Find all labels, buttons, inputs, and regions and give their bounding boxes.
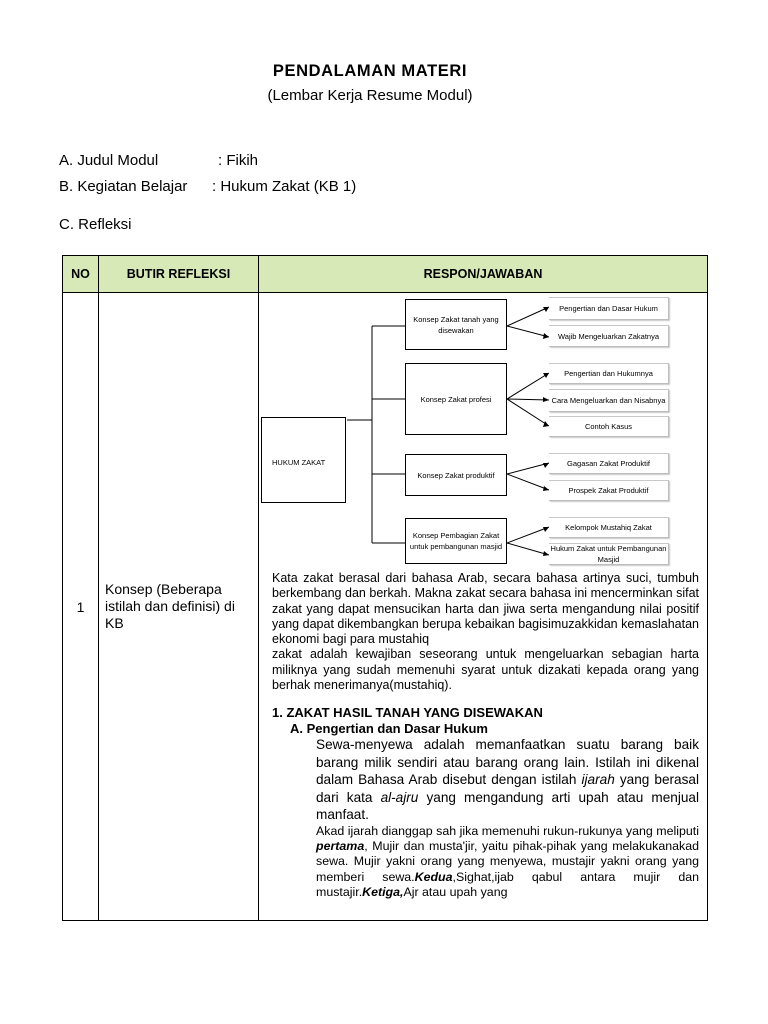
concept-node-tanah-disewakan: Konsep Zakat tanah yang disewakan — [405, 299, 507, 350]
leaf-cara-mengeluarkan: Cara Mengeluarkan dan Nisabnya — [549, 389, 669, 412]
text-segment: Ajr atau upah yang — [403, 884, 508, 899]
concept-node-pembagian-masjid: Konsep Pembagian Zakat untuk pembangunan masjid — [405, 518, 507, 564]
respon-text — [259, 565, 707, 900]
table-header-row — [63, 256, 708, 293]
text-segment: , Mujir dan musta'jir, yaitu pihak-pihak yang melakukanakad sewa. Mujir yakni orang yang menyewa, mustajir yakni orang yang memberi sewa. — [316, 839, 699, 884]
section-heading-1: 1. ZAKAT HASIL TANAH YANG DISEWAKAN — [272, 705, 543, 721]
intro-paragraph-1: Kata zakat berasal dari bahasa Arab, secara bahasa artinya suci, tumbuh berkembang dan berkah. Makna zakat secara bahasa ini mencerminkan sifat zakat yang dapat mensucikan harta dan jiwa serta mengandung nilai positif yang dapat dikembangkan berupa kebaikan bagisimuzakkidan kemaslahatan ekonomi bagi para mustahiq — [272, 571, 699, 647]
kegiatan-belajar-value: : Hukum Zakat (KB 1) — [212, 178, 357, 195]
leaf-hukum-zakat-masjid: Hukum Zakat untuk Pembangunan Masjid — [549, 543, 669, 565]
concept-node-profesi: Konsep Zakat profesi — [405, 363, 507, 435]
text-segment: Akad ijarah dianggap sah jika memenuhi rukun-rukunya yang meliputi — [316, 823, 699, 838]
header-respon-jawaban: RESPON/JAWABAN — [259, 256, 708, 293]
leaf-prospek-zakat-produktif: Prospek Zakat Produktif — [549, 480, 669, 501]
kegiatan-belajar-line — [59, 178, 357, 195]
page-subtitle: (Lembar Kerja Resume Modul) — [267, 87, 473, 104]
page-title: PENDALAMAN MATERI — [272, 62, 468, 80]
text-segment: yang mengandung arti upah atau menjual manfaat. — [316, 789, 700, 823]
row-number: 1 — [63, 293, 99, 921]
sewa-menyewa-paragraph — [272, 736, 699, 824]
leaf-contoh-kasus: Contoh Kasus — [549, 416, 669, 437]
leaf-pengertian-hukumnya: Pengertian dan Hukumnya — [549, 363, 669, 384]
term-ijarah: ijarah — [581, 772, 615, 788]
concept-node-produktif: Konsep Zakat produktif — [405, 454, 507, 496]
leaf-wajib-mengeluarkan: Wajib Mengeluarkan Zakatnya — [549, 325, 669, 347]
judul-modul-value: : Fikih — [218, 152, 259, 169]
refleksi-table — [62, 255, 708, 921]
kegiatan-belajar-label: B. Kegiatan Belajar — [59, 178, 188, 195]
akad-ijarah-paragraph — [272, 824, 699, 900]
judul-modul-label: A. Judul Modul — [59, 152, 159, 169]
butir-refleksi-text: Konsep (Beberapa istilah dan definisi) di KB — [99, 293, 259, 921]
header-no: NO — [63, 256, 99, 293]
text-segment: yang berasal dari kata — [316, 772, 699, 805]
root-node-hukum-zakat: HUKUM ZAKAT — [261, 417, 346, 503]
table-row — [63, 293, 708, 921]
header-butir-refleksi: BUTIR REFLEKSI — [99, 256, 259, 293]
term-pertama: pertama — [316, 839, 365, 854]
leaf-pengertian-dasar-hukum: Pengertian dan Dasar Hukum — [549, 297, 669, 320]
subsection-heading-a: A. Pengertian dan Dasar Hukum — [290, 720, 488, 736]
term-kedua: Kedua — [414, 869, 453, 884]
leaf-gagasan-zakat-produktif: Gagasan Zakat Produktif — [549, 453, 669, 474]
respon-cell — [259, 293, 708, 921]
text-segment: ,Sighat,ijab qabul antara mujir dan mustajir. — [316, 869, 699, 899]
hukum-zakat-diagram — [259, 293, 707, 565]
text-segment: Sewa-menyewa adalah memanfaatkan suatu barang baik barang milik sendiri atau barang orang lain. Istilah ini dikenal dalam Bahasa Arab disebut dengan istilah — [316, 736, 699, 788]
leaf-kelompok-mustahiq: Kelompok Mustahiq Zakat — [549, 517, 669, 538]
intro-paragraph-2: zakat adalah kewajiban seseorang untuk mengeluarkan sebagian harta miliknya yang sudah memenuhi syarat untuk dizakati kepada orang yang berhak menerimanya(mustahiq). — [272, 647, 699, 693]
refleksi-label: C. Refleksi — [59, 216, 132, 233]
term-al-ajru: al-ajru — [380, 789, 419, 805]
judul-modul-line — [59, 152, 259, 169]
term-ketiga: Ketiga, — [362, 884, 404, 899]
